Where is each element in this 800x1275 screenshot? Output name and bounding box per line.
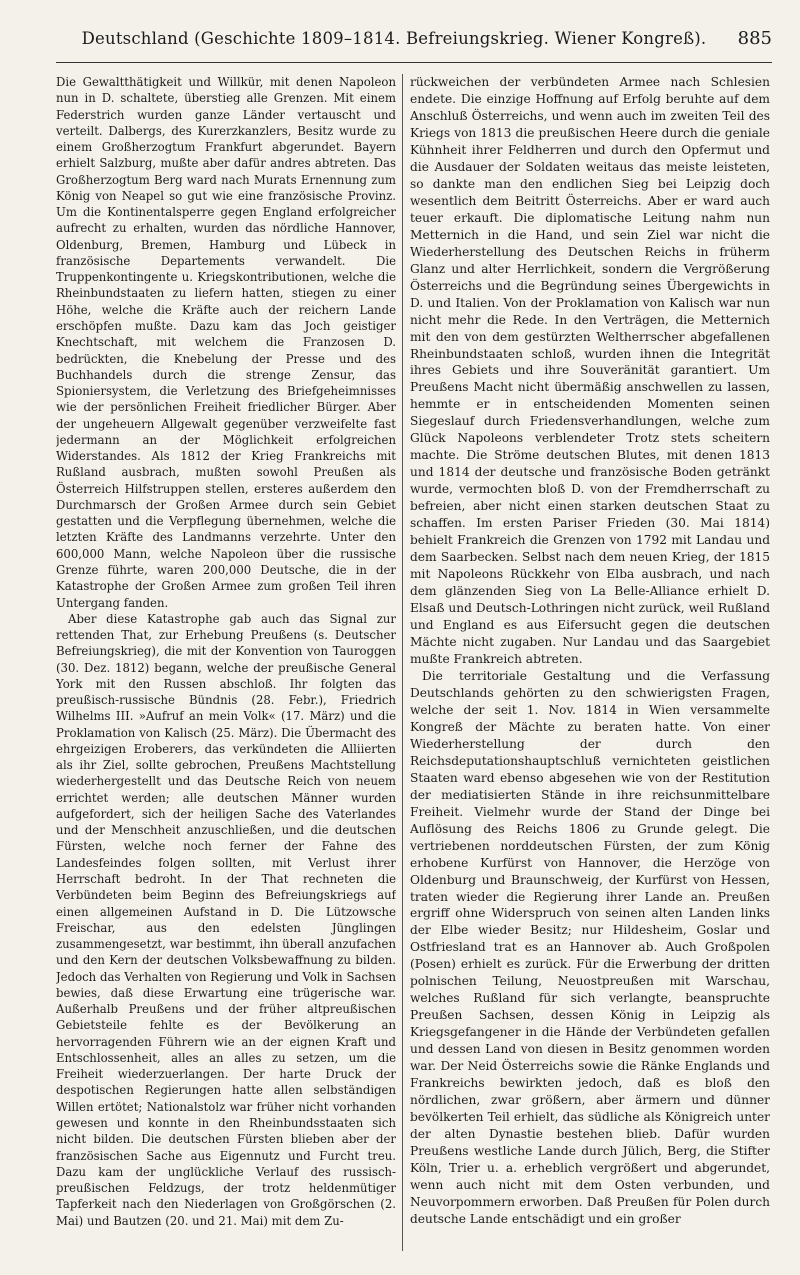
paragraph: Aber diese Katastrophe gab auch das Signal zur rettenden That, zur Erhebung Preußens (s. Deutscher Befreiungskrieg), die mit der Konvention von Tauroggen (30. Dez. 1812) begann, welche der preußische General York mit den Russen abschloß. Ihr folgten das preußisch-russische Bündnis (28. Febr.), Friedrich Wilhelms III. »Aufruf an mein Volk« (17. März) und die Proklamation von Kalisch (25. März). Die Übermacht des ehrgeizigen Eroberers, das verkündeten die Alliierten als ihr Ziel, sollte gebrochen, Preußens Machtstellung wiederhergestellt und das Deutsche Reich von neuem errichtet werden; alle deutschen Männer wurden aufgefordert, sich der heiligen Sache des Vaterlandes und der Menschheit anzuschließen, und die deutschen Fürsten, welche noch ferner der Fahne des Landesfeindes folgen sollten, mit Verlust ihrer Herrschaft bedroht. In der That rechneten die Verbündeten beim Beginn des Befreiungskriegs auf einen allgemeinen Aufstand in D. Die Lützowsche Freischar, aus den edelsten Jünglingen zusammengesetzt, war bestimmt, ihn überall anzufachen und den Kern der deutschen Volksbewaffnung zu bilden. Jedoch das Verhalten von Regierung und Volk in Sachsen bewies, daß diese Erwartung eine trügerische war. Außerhalb Preußens und der früher altpreußischen Gebietsteile fehlte es der Bevölkerung an hervorragenden Führern wie an der eignen Kraft und Entschlossenheit, alles an alles zu setzen, um die Freiheit wiederzuerlangen. Der harte Druck der despotischen Regierungen hatte allen selbständigen Willen ertötet; Nationalstolz war früher nicht vorhanden gewesen und konnte in den Rheinbundsstaaten sich nicht bilden. Die deutschen Fürsten blieben aber der französischen Sache aus Eigennutz und Furcht treu. Dazu kam der unglückliche Verlauf des russisch-preußischen Feldzugs, der trotz heldenmütiger Tapferkeit nach den Niederlagen von Großgörschen (2. Mai) und Bautzen (20. und 21. Mai) mit dem Zu- bbox=[56, 611, 396, 1228]
paragraph: Die Gewaltthätigkeit und Willkür, mit denen Napoleon nun in D. schaltete, überstieg alle Grenzen. Mit einem Federstrich wurden ganze Länder vertauscht und verteilt. Dalbergs, des Kurerzkanzlers, Besitz wurde zu einem Großherzogtum Frankfurt abgerundet. Bayern erhielt Salzburg, mußte aber dafür andres abtreten. Das Großherzogtum Berg ward nach Murats Ernennung zum König von Neapel so gut wie eine französische Provinz. Um die Kontinentalsperre gegen England erfolgreicher aufrecht zu erhalten, wurden das nördliche Hannover, Oldenburg, Bremen, Hamburg und Lübeck in französische Departements verwandelt. Die Truppenkontingente u. Kriegskontributionen, welche die Rheinbundstaaten zu liefern hatten, stiegen zu einer Höhe, welche die Kräfte auch der reichern Lande erschöpfen mußte. Dazu kam das Joch geistiger Knechtschaft, mit welchem die Franzosen D. bedrückten, die Knebelung der Presse und des Buchhandels durch die strenge Zensur, das Spioniersystem, die Verletzung des Briefgeheimnisses wie der persönlichen Freiheit friedlicher Bürger. Aber der ungeheuern Allgewalt gegenüber verzweifelte fast jedermann an der Möglichkeit erfolgreichen Widerstandes. Als 1812 der Krieg Frankreichs mit Rußland ausbrach, mußten sowohl Preußen als Österreich Hilfstruppen stellen, ersteres außerdem den Durchmarsch der Großen Armee durch sein Gebiet gestatten und die Verpflegung übernehmen, welche die letzten Kräfte des Landmanns verzehrte. Unter den 600,000 Mann, welche Napoleon über die russische Grenze führte, waren 200,000 Deutsche, die in der Katastrophe der Großen Armee zum großen Teil ihren Untergang fanden. bbox=[56, 75, 396, 610]
column-divider bbox=[402, 74, 403, 1251]
header-rule bbox=[56, 62, 772, 63]
right-column bbox=[410, 74, 770, 1251]
page-number: 885 bbox=[737, 28, 772, 49]
paragraph: Die territoriale Gestaltung und die Verfassung Deutschlands gehörten zu den schwierigsten Fragen, welche der seit 1. Nov. 1814 in Wien versammelte Kongreß der Mächte zu beraten hatte. Von einer Wiederherstellung der durch den Reichsdeputationshauptschluß vernichteten geistlichen Staaten ward ebenso abgesehen wie von der Restitution der mediatisierten Stände in ihre reichsunmittelbare Freiheit. Vielmehr wurde der Stand der Dinge bei Auflösung des Reichs 1806 zu Grunde gelegt. Die vertriebenen norddeutschen Fürsten, der zum König erhobene Kurfürst von Hannover, die Herzöge von Oldenburg und Braunschweig, der Kurfürst von Hessen, traten wieder die Regierung ihrer Lande an. Preußen ergriff ohne Widerspruch von seinen alten Landen links der Elbe wieder Besitz; nur Hildesheim, Goslar und Ostfriesland trat es an Hannover ab. Auch Großpolen (Posen) erhielt es zurück. Für die Erwerbung der dritten polnischen Teilung, Neuostpreußen mit Warschau, welches Rußland für sich verlangte, beanspruchte Preußen Sachsen, dessen König in Leipzig als Kriegsgefangener in die Hände der Verbündeten gefallen und dessen Land von diesen in Besitz genommen worden war. Der Neid Österreichs sowie die Ränke Englands und Frankreichs bewirkten jedoch, daß es bloß den nördlichen, zwar größern, aber ärmern und dünner bevölkerten Teil erhielt, das südliche als Königreich unter der alten Dynastie bestehen blieb. Dafür wurden Preußens westliche Lande durch Jülich, Berg, die Stifter Köln, Trier u. a. erheblich vergrößert und abgerundet, wenn auch nicht mit dem Osten verbunden, und Neuvorpommern erworben. Daß Preußen für Polen durch deutsche Lande entschädigt und ein großer bbox=[410, 668, 770, 1226]
running-head: Deutschland (Geschichte 1809–1814. Befreiungskrieg. Wiener Kongreß). bbox=[81, 29, 707, 48]
page-header bbox=[56, 28, 772, 58]
left-column bbox=[56, 74, 396, 1251]
paragraph: rückweichen der verbündeten Armee nach Schlesien endete. Die einzige Hoffnung auf Erfolg beruhte auf dem Anschluß Österreichs, und wenn auch im zweiten Teil des Kriegs von 1813 die preußischen Heere durch die geniale Kühnheit ihrer Feldherren und durch den Opfermut und die Ausdauer der Soldaten weitaus das meiste leisteten, so dankte man den endlichen Sieg bei Leipzig doch wesentlich dem Beitritt Österreichs. Aber er ward auch teuer erkauft. Die diplomatische Leitung nahm nun Metternich in die Hand, und sein Ziel war nicht die Wiederherstellung des Deutschen Reichs in früherm Glanz und alter Herrlichkeit, sondern die Vergrößerung Österreichs und die Begründung seines Übergewichts in D. und Italien. Von der Proklamation von Kalisch war nun nicht mehr die Rede. In den Verträgen, die Metternich mit den von dem gestürzten Weltherrscher abgefallenen Rheinbundstaaten schloß, wurden ihnen die Integrität ihres Gebiets und ihre Souveränität garantiert. Um Preußens Macht nicht übermäßig anschwellen zu lassen, hemmte er in entscheidenden Momenten seinen Siegeslauf durch Friedensverhandlungen, welche zum Glück Napoleons verblendeter Trotz stets scheitern machte. Die Ströme deutschen Blutes, mit denen 1813 und 1814 der deutsche und französische Boden getränkt wurde, vermochten bloß D. von der Fremdherrschaft zu befreien, aber nicht einen starken deutschen Staat zu schaffen. Im ersten Pariser Frieden (30. Mai 1814) behielt Frankreich die Grenzen von 1792 mit Landau und dem Saarbecken. Selbst nach dem neuen Krieg, der 1815 mit Napoleons Rückkehr von Elba ausbrach, und nach dem glänzenden Sieg von La Belle-Alliance erhielt D. Elsaß und Deutsch-Lothringen nicht zurück, weil Rußland und England es aus Eifersucht gegen die deutschen Mächte nicht zugaben. Nur Landau und das Saargebiet mußte Frankreich abtreten. bbox=[410, 75, 770, 666]
